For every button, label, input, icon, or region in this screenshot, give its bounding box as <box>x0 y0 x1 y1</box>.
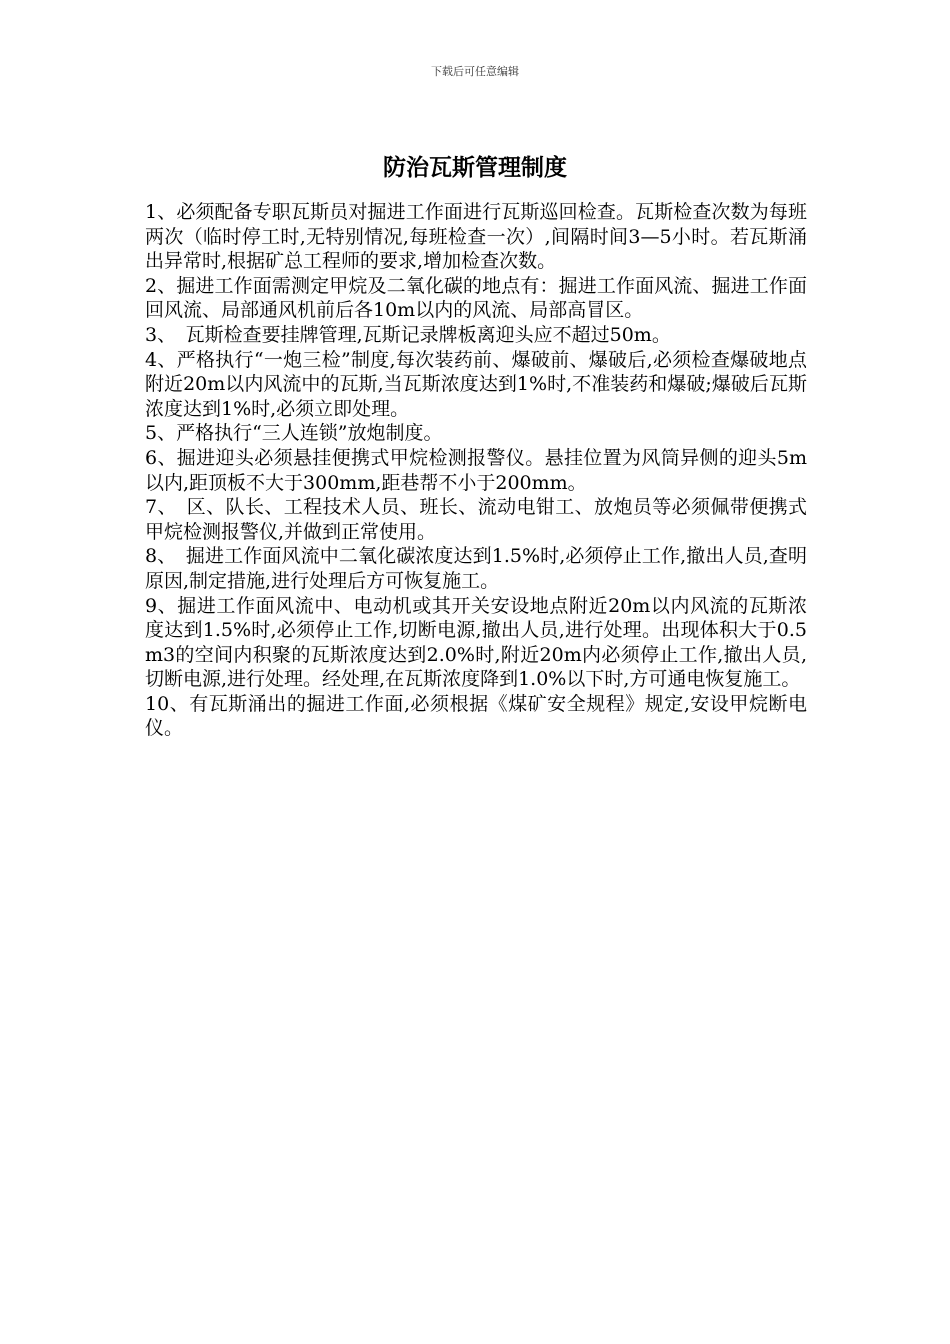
document-body <box>145 200 807 741</box>
paragraph-8: 8、 掘进工作面风流中二氧化碳浓度达到1.5%时,必须停止工作,撤出人员,查明原因,制定措施,进行处理后方可恢复施工。 <box>145 545 807 592</box>
paragraph-3: 3、 瓦斯检查要挂牌管理,瓦斯记录牌板离迎头应不超过50m。 <box>145 323 671 346</box>
page-header: 下载后可任意编辑 <box>431 65 519 78</box>
document-title: 防治瓦斯管理制度 <box>383 155 567 181</box>
paragraph-2: 2、掘进工作面需测定甲烷及二氧化碳的地点有：掘进工作面风流、掘进工作面回风流、局部通风机前后各10m以内的风流、局部高冒区。 <box>145 274 807 322</box>
paragraph-4: 4、严格执行“一炮三检”制度,每次装药前、爆破前、爆破后,必须检查爆破地点附近20m以内风流中的瓦斯,当瓦斯浓度达到1%时,不准装药和爆破;爆破后瓦斯浓度达到1%时,必须立即处理。 <box>145 348 807 420</box>
paragraph-10: 10、有瓦斯涌出的掘进工作面,必须根据《煤矿安全规程》规定,安设甲烷断电仪。 <box>145 692 807 740</box>
paragraph-1: 1、必须配备专职瓦斯员对掘进工作面进行瓦斯巡回检查。瓦斯检查次数为每班两次（临时停工时,无特别情况,每班检查一次）,间隔时间3—5小时。若瓦斯涌出异常时,根据矿总工程师的要求,增加检查次数。 <box>145 201 807 273</box>
paragraph-9: 9、掘进工作面风流中、电动机或其开关安设地点附近20m以内风流的瓦斯浓度达到1.5%时,必须停止工作,切断电源,撤出人员,进行处理。出现体积大于0.5m3的空间内积聚的瓦斯浓度达到2.0%时,附近20m内必须停止工作,撤出人员,切断电源,进行处理。经处理,在瓦斯浓度降到1.0%以下时,方可通电恢复施工。 <box>145 594 807 691</box>
paragraph-5: 5、严格执行“三人连锁”放炮制度。 <box>145 422 443 445</box>
paragraph-7: 7、 区、队长、工程技术人员、班长、流动电钳工、放炮员等必须佩带便携式甲烷检测报警仪,并做到正常使用。 <box>145 496 807 543</box>
paragraph-6: 6、掘进迎头必须悬挂便携式甲烷检测报警仪。悬挂位置为风筒异侧的迎头5m以内,距顶板不大于300mm,距巷帮不小于200mm。 <box>145 446 807 494</box>
